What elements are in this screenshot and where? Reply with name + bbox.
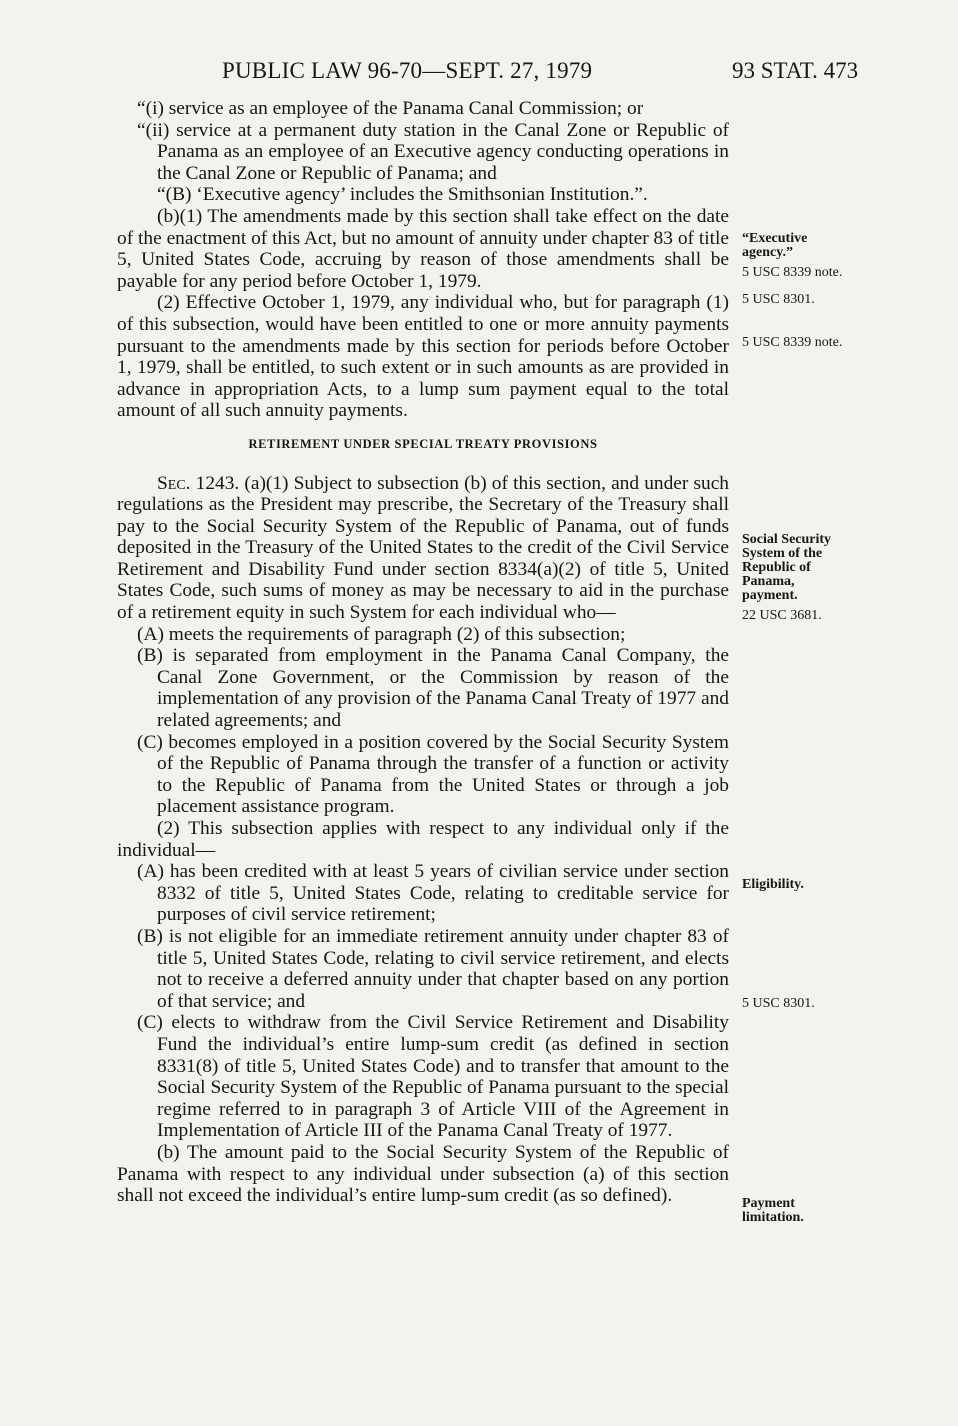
paragraph: “(i) service as an employee of the Panama Canal Commission; or <box>137 98 644 119</box>
page-number: 93 STAT. 473 <box>732 58 859 83</box>
paragraph-text: 1243. (a)(1) Subject to subsection (b) of this section, and under such regulations as the President may prescribe, the Secretary of the Treasury shall pay to the Social Security System of the Republic of Panama, out of funds deposited in the Treasury of the United States to the credit of the Civil Service Retirement and Disability Fund under section 8334(a)(2) of title 5, United States Code, such sums of money as may be necessary to aid in the purchase of a retirement equity in such System for each individual who— <box>117 472 729 624</box>
margin-note: 5 USC 8301. <box>742 292 815 307</box>
paragraph: (b) The amount paid to the Social Security System of the Republic of Panama with respect to any individual under subsection (a) of this section shall not exceed the individual’s entire lump-sum credit (as so defined). <box>117 1141 729 1207</box>
paragraph: (B) is not eligible for an immediate retirement annuity under chapter 83 of title 5, United States Code, relating to civil service retirement, and elects not to receive a deferred annuity under that chapter based on any portion of that service; and <box>137 925 729 1012</box>
document-body <box>117 98 729 1207</box>
paragraph: (2) Effective October 1, 1979, any individual who, but for paragraph (1) of this subsection, would have been entitled to one or more annuity payments pursuant to the amendments made by this section for periods before October 1, 1979, shall be entitled, to such extent or in such amounts as are provided in advance in appropriation Acts, to a lump sum payment equal to the total amount of all such annuity payments. <box>117 292 729 422</box>
margin-note: Payment limitation. <box>742 1196 804 1225</box>
paragraph <box>117 473 729 624</box>
paragraph: (C) becomes employed in a position covered by the Social Security System of the Republic of Panama through the transfer of a function or activity to the Republic of Panama from the United States or through a job placement assistance program. <box>137 731 729 818</box>
paragraph: “(B) ‘Executive agency’ includes the Smithsonian Institution.”. <box>157 184 648 206</box>
section-label: Sec. <box>157 472 191 494</box>
paragraph: (B) is separated from employment in the Panama Canal Company, the Canal Zone Government, or the Commission by reason of the implementation of any provision of the Panama Canal Treaty of 1977 and related agreements; and <box>137 645 729 732</box>
paragraph: “(ii) service at a permanent duty station in the Canal Zone or Republic of Panama as an employee of an Executive agency conducting operations in the Canal Zone or Republic of Panama; and <box>137 119 729 184</box>
margin-note: 22 USC 3681. <box>742 608 822 623</box>
margin-note: 5 USC 8339 note. <box>742 335 843 350</box>
margin-note: “Executive agency.” <box>742 231 808 260</box>
paragraph: (b)(1) The amendments made by this section shall take effect on the date of the enactment of this Act, but no amount of annuity under chapter 83 of title 5, United States Code, accruing by reason of those amendments shall be payable for any period before October 1, 1979. <box>117 205 729 292</box>
paragraph: (A) has been credited with at least 5 years of civilian service under section 8332 of title 5, United States Code, relating to creditable service for purposes of civil service retirement; <box>137 861 729 926</box>
paragraph: (2) This subsection applies with respect to any individual only if the individual— <box>117 818 729 861</box>
paragraph: (A) meets the requirements of paragraph (2) of this subsection; <box>137 623 626 645</box>
margin-note: Social Security System of the Republic of Panama, payment. <box>742 532 832 603</box>
margin-note: 5 USC 8301. <box>742 996 815 1011</box>
running-header: PUBLIC LAW 96-70—SEPT. 27, 1979 <box>222 58 593 83</box>
section-heading: RETIREMENT UNDER SPECIAL TREATY PROVISIONS <box>248 436 598 451</box>
paragraph: (C) elects to withdraw from the Civil Service Retirement and Disability Fund the individual’s entire lump-sum credit (as defined in section 8331(8) of title 5, United States Code) and to transfer that amount to the Social Security System of the Republic of Panama pursuant to the special regime referred to in paragraph 3 of Article VIII of the Agreement in Implementation of Article III of the Panama Canal Treaty of 1977. <box>137 1012 729 1142</box>
margin-note: Eligibility. <box>742 877 804 892</box>
margin-note: 5 USC 8339 note. <box>742 265 843 280</box>
